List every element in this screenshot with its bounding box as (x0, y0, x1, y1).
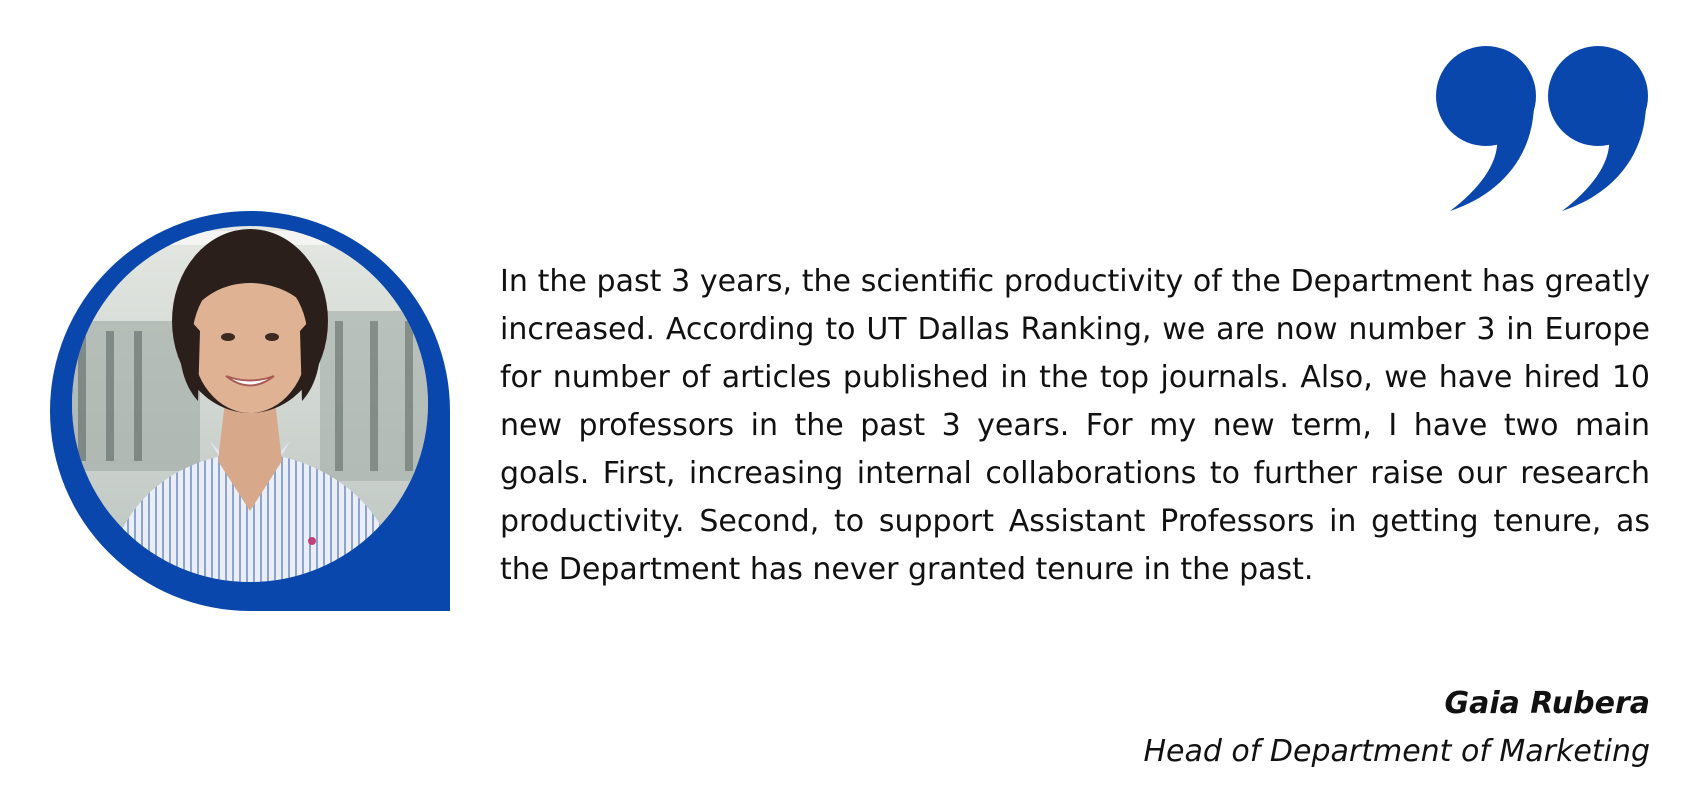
author-name: Gaia Rubera (1444, 686, 1650, 721)
author-role: Head of Department of Marketing (1143, 734, 1650, 769)
closing-quote-icon (1436, 46, 1656, 214)
portrait-frame (50, 211, 450, 611)
testimonial-quote: In the past 3 years, the scientific productivity of the Department has greatly increased. According to UT Dallas Ranking, we are now number 3 in Europe for number of articles published in the top journals. Also, we have hired 10 new professors in the past 3 years. For my new term, I have two main goals. First, increasing internal collaborations to further raise our research productivity. Second, to support Assistant Professors in getting tenure, as the Department has never granted tenure in the past. (500, 264, 1650, 587)
